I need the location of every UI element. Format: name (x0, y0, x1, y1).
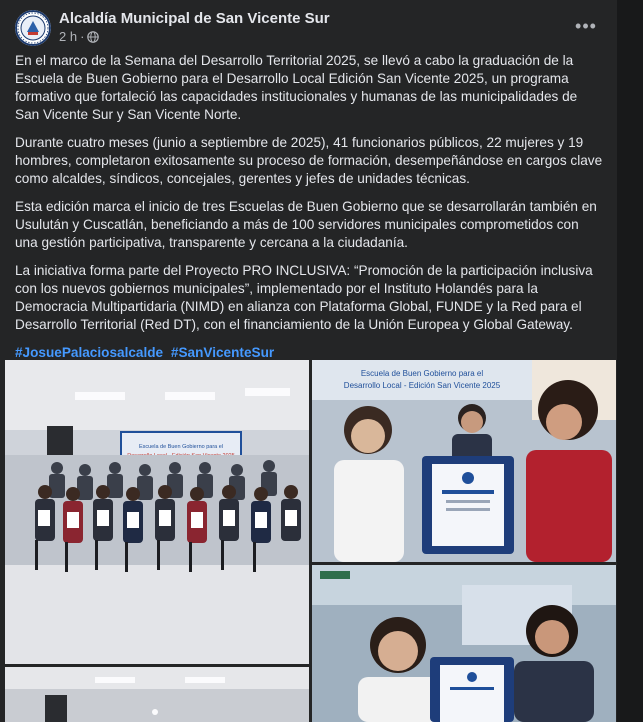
group-photo-image (5, 360, 309, 664)
post-paragraph: Durante cuatro meses (junio a septiembre de 2025), 41 funcionarios públicos, 22 mujeres y 19 hombres, completaron exitosamente su proceso de formación, desempeñándose en cargos clave como alcaldes, síndicos, concejales, gerentes y jefes de unidades técnicas. (15, 135, 603, 186)
post-paragraph: En el marco de la Semana del Desarrollo Territorial 2025, se llevó a cabo la graduación de la Escuela de Buen Gobierno para el Desarrollo Local Edición San Vicente 2025, un programa formativo que fortaleció las capacidades institucionales y humanas de las municipalidades de San Vicente Sur y San Vicente Norte. (15, 53, 578, 122)
diploma-photo-image (312, 360, 616, 562)
post-meta (59, 29, 99, 44)
page-avatar[interactable] (15, 10, 51, 46)
photo-diploma-handover-2[interactable] (312, 565, 616, 722)
globe-icon[interactable] (87, 31, 99, 43)
banner-text: Escuela de Buen Gobierno para el (360, 369, 484, 378)
post-header (15, 8, 602, 48)
post-paragraph: Esta edición marca el inicio de tres Escuelas de Buen Gobierno que se desarrollarán también en Usulután y Cuscatlán, beneficiando a más de 100 servidores municipales comprometidos con una gestión participativa, transparente y cercana a la ciudadanía. (15, 199, 597, 250)
post-paragraph: La iniciativa forma parte del Proyecto PRO INCLUSIVA: “Promoción de la participación inclusiva con los nuevos gobiernos municipales”, implementado por el Instituto Holandés para la Democracia Multipartidaria (NIMD) en alianza con Plataforma Global, FUNDE y la Red para el Desarrollo Territorial (Red DT), con el financiamiento de la Unión Europea y Global Gateway. (15, 263, 593, 332)
post-message (15, 52, 605, 372)
photo-group-graduation[interactable] (5, 360, 309, 664)
banner-text: Escuela de Buen Gobierno para el (138, 444, 224, 450)
meta-separator: · (80, 29, 85, 44)
event-room-image (5, 667, 309, 722)
diploma-photo-image-2 (312, 565, 616, 722)
banner-text: Desarrollo Local - Edición San Vicente 2025 (343, 381, 501, 390)
hashtag-link[interactable]: #SanVicenteSur (170, 345, 275, 360)
photo-diploma-handover[interactable] (312, 360, 616, 562)
municipal-seal-icon (15, 10, 51, 46)
page-name-link[interactable]: Alcaldía Municipal de San Vicente Sur (59, 10, 330, 27)
more-options-button[interactable] (572, 12, 600, 40)
more-options-icon: ••• (575, 15, 597, 36)
photo-event-room[interactable] (5, 667, 309, 722)
hashtag-link[interactable]: #JosuePalaciosalcalde (15, 345, 164, 360)
post-timestamp[interactable]: 2 h (59, 29, 78, 44)
